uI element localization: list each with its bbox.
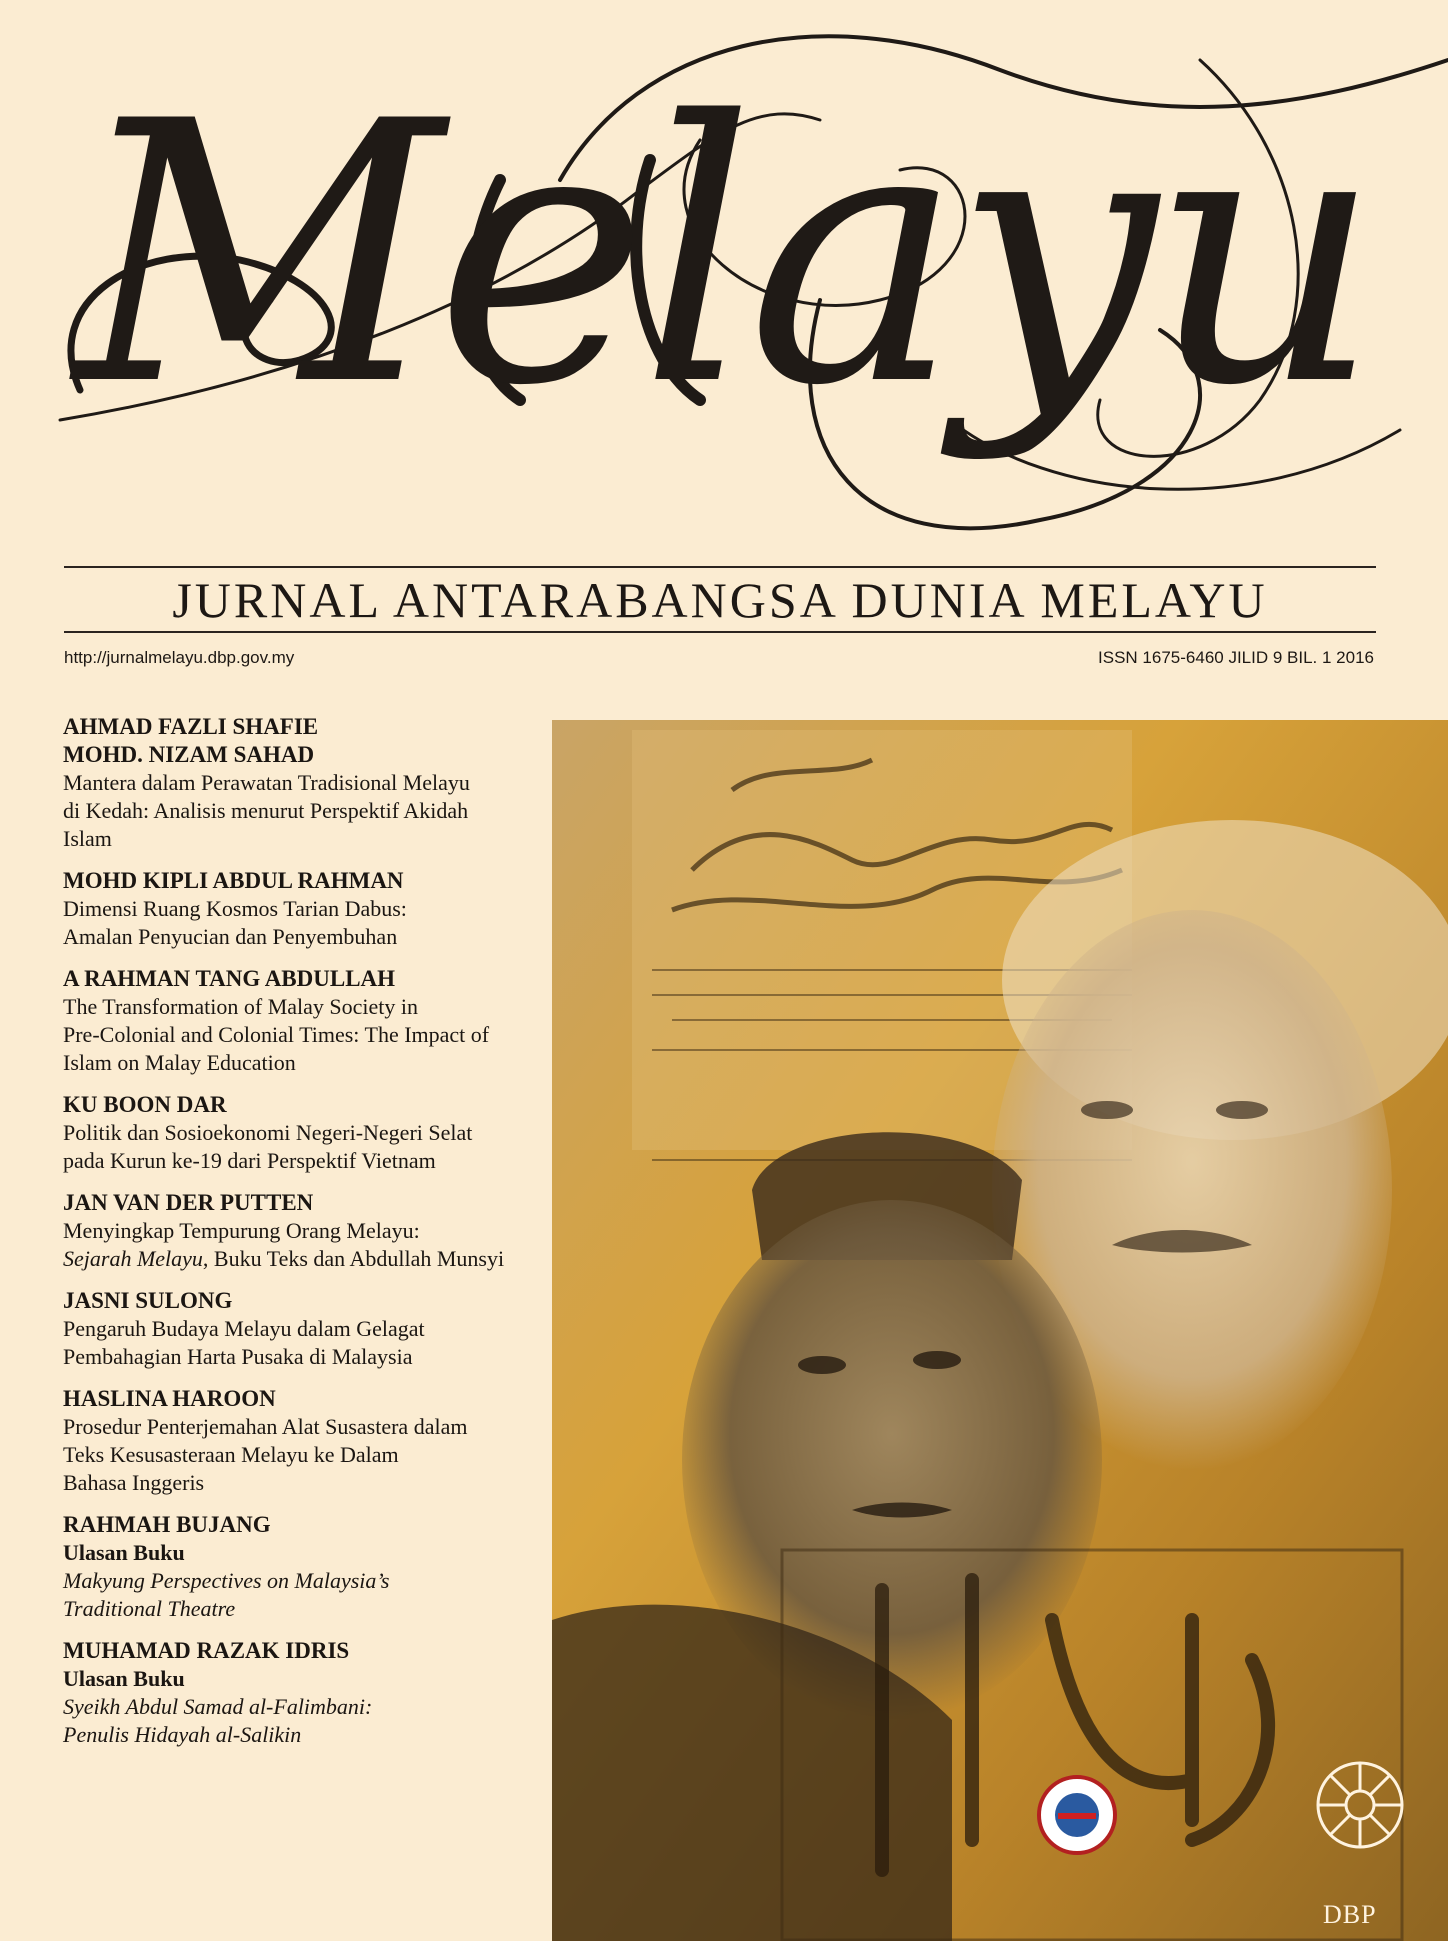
toc-entry bbox=[63, 1385, 553, 1497]
italic-book-title: Syeikh Abdul Samad al-Falimbani: bbox=[63, 1694, 373, 1719]
article-title-line: pada Kurun ke-19 dari Perspektif Vietnam bbox=[63, 1148, 436, 1173]
author-name: JAN VAN DER PUTTEN bbox=[63, 1190, 314, 1215]
article-title-line: Mantera dalam Perawatan Tradisional Melayu bbox=[63, 770, 470, 795]
journal-title: JURNAL ANTARABANGSA DUNIA MELAYU bbox=[172, 572, 1268, 628]
author-name: MUHAMAD RAZAK IDRIS bbox=[63, 1638, 350, 1663]
article-title-line: Islam bbox=[63, 826, 112, 851]
sepia-collage-image bbox=[552, 720, 1448, 1941]
italic-book-title: Sejarah Melayu bbox=[63, 1246, 203, 1271]
toc-entry bbox=[63, 1287, 553, 1371]
article-title-line bbox=[63, 1595, 553, 1623]
author-name: HASLINA HAROON bbox=[63, 1386, 276, 1411]
article-title-line: Politik dan Sosioekonomi Negeri-Negeri Selat bbox=[63, 1120, 473, 1145]
article-title-line: Pre-Colonial and Colonial Times: The Impact of bbox=[63, 1022, 490, 1047]
institution-seal-icon bbox=[1039, 1777, 1115, 1853]
title-rule-top bbox=[64, 566, 1376, 568]
review-subheading: Ulasan Buku bbox=[63, 1540, 185, 1565]
italic-book-title: Makyung Perspectives on Malaysia’s bbox=[63, 1568, 390, 1593]
article-title-line bbox=[63, 1693, 553, 1721]
author-name: KU BOON DAR bbox=[63, 1092, 227, 1117]
toc-entry bbox=[63, 713, 553, 853]
masthead bbox=[0, 0, 1448, 560]
article-title-line bbox=[63, 1567, 553, 1595]
review-subheading: Ulasan Buku bbox=[63, 1666, 185, 1691]
table-of-contents bbox=[63, 713, 553, 1763]
author-name: MOHD KIPLI ABDUL RAHMAN bbox=[63, 868, 404, 893]
toc-entry bbox=[63, 1637, 553, 1749]
author-name: MOHD. NIZAM SAHAD bbox=[63, 742, 315, 767]
article-title-line bbox=[63, 1245, 553, 1273]
author-name: AHMAD FAZLI SHAFIE bbox=[63, 714, 319, 739]
journal-url: http://jurnalmelayu.dbp.gov.my bbox=[64, 648, 295, 667]
article-title-line: Menyingkap Tempurung Orang Melayu: bbox=[63, 1218, 420, 1243]
cover-artwork bbox=[552, 720, 1448, 1941]
author-name: A RAHMAN TANG ABDULLAH bbox=[63, 966, 396, 991]
toc-entry bbox=[63, 965, 553, 1077]
toc-entry bbox=[63, 1189, 553, 1273]
toc-entry bbox=[63, 1091, 553, 1175]
article-title-line: Teks Kesusasteraan Melayu ke Dalam bbox=[63, 1442, 399, 1467]
article-title-line: Pengaruh Budaya Melayu dalam Gelagat bbox=[63, 1316, 425, 1341]
article-title-rest: , Buku Teks dan Abdullah Munsyi bbox=[202, 1246, 505, 1271]
article-title-line: Dimensi Ruang Kosmos Tarian Dabus: bbox=[63, 896, 407, 921]
article-title-line: Pembahagian Harta Pusaka di Malaysia bbox=[63, 1344, 413, 1369]
publisher-logo-text: DBP bbox=[1323, 1900, 1377, 1929]
toc-entry bbox=[63, 867, 553, 951]
issn-info: ISSN 1675-6460 JILID 9 BIL. 1 2016 bbox=[1098, 648, 1374, 667]
italic-book-title: Traditional Theatre bbox=[63, 1596, 236, 1621]
italic-book-title: Penulis Hidayah al-Salikin bbox=[63, 1722, 302, 1747]
journal-logo: Melayu bbox=[74, 45, 1374, 464]
article-title-line bbox=[63, 1721, 553, 1749]
author-name: RAHMAH BUJANG bbox=[63, 1512, 271, 1537]
article-title-line: The Transformation of Malay Society in bbox=[63, 994, 419, 1019]
article-title-line: Prosedur Penterjemahan Alat Susastera dalam bbox=[63, 1414, 468, 1439]
author-name: JASNI SULONG bbox=[63, 1288, 233, 1313]
article-title-line: Bahasa Inggeris bbox=[63, 1470, 205, 1495]
title-rule-bottom bbox=[64, 631, 1376, 633]
article-title-line: Islam on Malay Education bbox=[63, 1050, 296, 1075]
toc-entry bbox=[63, 1511, 553, 1623]
article-title-line: di Kedah: Analisis menurut Perspektif Akidah bbox=[63, 798, 469, 823]
article-title-line: Amalan Penyucian dan Penyembuhan bbox=[63, 924, 398, 949]
